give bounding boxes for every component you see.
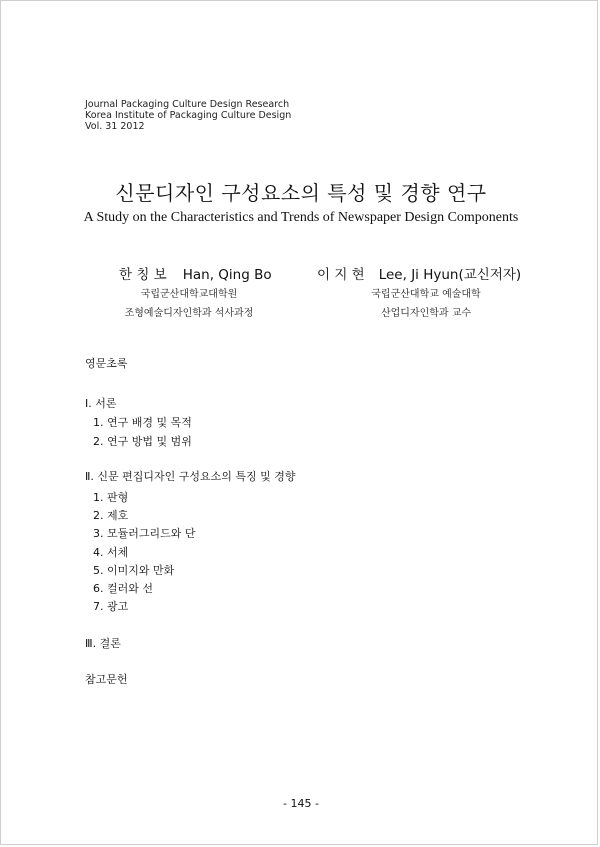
journal-header [85,99,291,132]
toc-section-2-6: 6. 컬러와 선 [93,582,153,595]
toc-section-2-1: 1. 판형 [93,491,129,504]
toc-section-1-1: 1. 연구 배경 및 목적 [93,416,192,429]
toc-section-2-2: 2. 제호 [93,509,129,522]
toc-section-2: Ⅱ. 신문 편집디자인 구성요소의 특징 및 경향 [85,470,296,483]
toc-section-2-5: 5. 이미지와 만화 [93,564,175,577]
author-2-affiliation-2: 산업디자인학과 교수 [380,308,472,319]
author-1 [119,263,272,283]
journal-volume: Vol. 31 2012 [85,121,145,132]
author-1-name-ko: 한 칭 보 [119,267,167,283]
paper-title-english: A Study on the Characteristics and Trends of Newspaper Design Components [83,210,519,225]
page-number: - 145 - [283,797,319,810]
author-1-name-en: Han, Qing Bo [182,267,272,283]
author-2 [317,263,521,283]
author-1-affiliation-1: 국립군산대학교대학원 [140,289,238,300]
toc-section-2-7: 7. 광고 [93,600,129,613]
author-2-name-ko: 이 지 현 [317,267,365,283]
journal-name: Journal Packaging Culture Design Research [85,99,290,110]
toc-section-3: Ⅲ. 결론 [85,637,121,650]
toc-references: 참고문헌 [85,673,128,686]
toc-section-1: Ⅰ. 서론 [85,397,117,410]
toc-section-1-2: 2. 연구 방법 및 범위 [93,435,192,448]
journal-publisher: Korea Institute of Packaging Culture Design [85,110,292,121]
toc-section-2-4: 4. 서체 [93,546,129,559]
paper-title-korean: 신문디자인 구성요소의 특성 및 경향 연구 [115,181,487,205]
author-1-affiliation-2: 조형예술디자인학과 석사과정 [124,308,254,319]
toc-abstract: 영문초록 [85,357,128,370]
author-2-name-en: Lee, Ji Hyun(교신저자) [378,267,522,283]
author-2-affiliation-1: 국립군산대학교 예술대학 [371,289,481,300]
toc-section-2-3: 3. 모듈러그리드와 단 [93,527,196,540]
